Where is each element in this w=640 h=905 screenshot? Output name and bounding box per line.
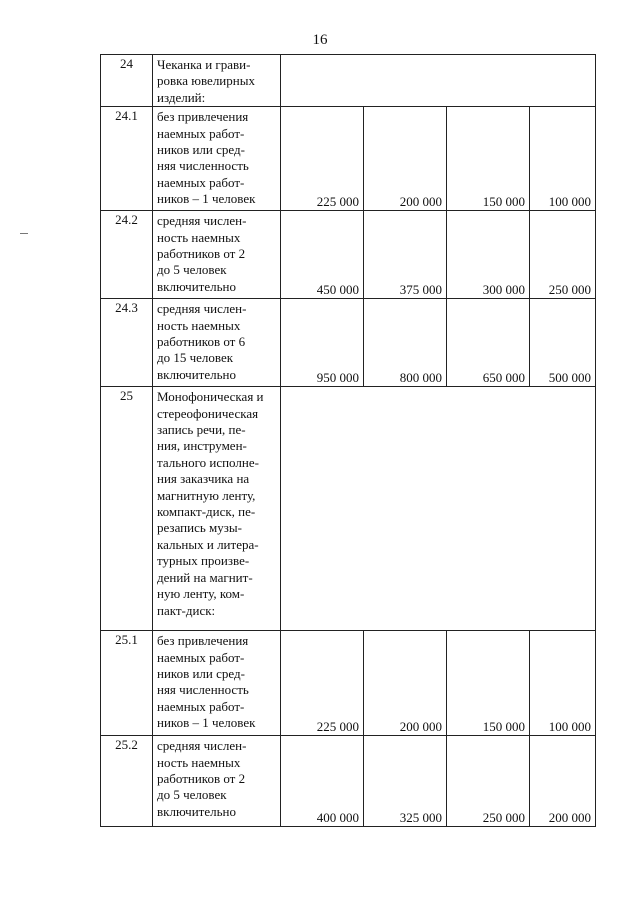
description-line: работников от 2	[157, 246, 246, 262]
description-line: ников или сред-	[157, 142, 245, 158]
description-line: средняя числен-	[157, 301, 247, 317]
price-value: 200 000	[530, 736, 596, 827]
description-line: запись речи, пе-	[157, 422, 246, 438]
row-number: 25.1	[101, 631, 153, 736]
description-line: включительно	[157, 278, 236, 294]
description-line: ровка ювелирных	[157, 73, 255, 89]
empty-value-cell	[281, 387, 596, 631]
description-line: до 5 человек	[157, 262, 227, 278]
row-description	[153, 211, 281, 299]
description-line: няя численность	[157, 682, 249, 698]
row-number: 25	[101, 387, 153, 631]
page-number: 16	[312, 32, 328, 48]
row-number: 24.1	[101, 107, 153, 211]
description-line: включительно	[157, 366, 236, 382]
price-value: 250 000	[530, 211, 596, 299]
scan-mark	[20, 233, 28, 234]
price-value: 225 000	[281, 631, 364, 736]
table-row	[101, 387, 596, 631]
description-line: кальных и литера-	[157, 536, 259, 552]
description-line: до 15 человек	[157, 350, 234, 366]
description-line: ния заказчика на	[157, 471, 250, 487]
row-description	[153, 387, 281, 631]
price-value: 950 000	[281, 299, 364, 387]
description-line: ников или сред-	[157, 666, 245, 682]
description-line: ния, инструмен-	[157, 438, 247, 454]
description-line: дений на магнит-	[157, 569, 253, 585]
description-line: тального исполне-	[157, 454, 259, 470]
description-line: Чеканка и грави-	[157, 57, 251, 72]
price-value: 375 000	[364, 211, 447, 299]
price-value: 100 000	[530, 107, 596, 211]
tariff-table	[100, 54, 596, 827]
description-line: включительно	[157, 803, 236, 819]
row-description	[153, 299, 281, 387]
description-line: ность наемных	[157, 317, 241, 333]
price-value: 300 000	[447, 211, 530, 299]
price-value: 450 000	[281, 211, 364, 299]
description-line: ников – 1 человек	[157, 191, 256, 207]
description-line: средняя числен-	[157, 213, 247, 229]
table-row	[101, 631, 596, 736]
description-line: наемных работ-	[157, 125, 245, 141]
description-line: магнитную ленту,	[157, 487, 256, 503]
price-value: 800 000	[364, 299, 447, 387]
price-value: 100 000	[530, 631, 596, 736]
price-value: 500 000	[530, 299, 596, 387]
price-value: 650 000	[447, 299, 530, 387]
description-line: ность наемных	[157, 229, 241, 245]
row-number: 24.2	[101, 211, 153, 299]
price-value: 200 000	[364, 107, 447, 211]
price-value: 150 000	[447, 631, 530, 736]
price-value: 250 000	[447, 736, 530, 827]
description-line: до 5 человек	[157, 787, 227, 803]
description-line: стереофоническая	[157, 405, 259, 421]
description-line: компакт-диск, пе-	[157, 504, 256, 520]
row-description	[153, 736, 281, 827]
row-description	[153, 631, 281, 736]
description-line: пакт-диск:	[157, 602, 216, 618]
price-value: 200 000	[364, 631, 447, 736]
price-value: 150 000	[447, 107, 530, 211]
row-number: 24.3	[101, 299, 153, 387]
table-row	[101, 107, 596, 211]
description-line: наемных работ-	[157, 698, 245, 714]
description-line: работников от 6	[157, 334, 246, 350]
description-line: наемных работ-	[157, 649, 245, 665]
description-line: турных произве-	[157, 553, 250, 569]
description-line: работников от 2	[157, 771, 246, 787]
description-line: няя численность	[157, 158, 249, 174]
row-description	[153, 55, 281, 107]
description-line: Монофоническая и	[157, 389, 264, 405]
table-row	[101, 736, 596, 827]
description-line: ную ленту, ком-	[157, 586, 245, 602]
description-line: резапись музы-	[157, 520, 242, 536]
description-line: ников – 1 человек	[157, 715, 256, 731]
price-value: 325 000	[364, 736, 447, 827]
description-line: ность наемных	[157, 754, 241, 770]
row-number: 25.2	[101, 736, 153, 827]
description-line: без привлечения	[157, 633, 249, 649]
description-line: наемных работ-	[157, 174, 245, 190]
price-value: 400 000	[281, 736, 364, 827]
row-description	[153, 107, 281, 211]
table-row	[101, 55, 596, 107]
price-value: 225 000	[281, 107, 364, 211]
table-row	[101, 299, 596, 387]
row-number: 24	[101, 55, 153, 107]
empty-value-cell	[281, 55, 596, 107]
table-row	[101, 211, 596, 299]
description-line: изделий:	[157, 89, 206, 105]
description-line: средняя числен-	[157, 738, 247, 754]
description-line: без привлечения	[157, 109, 249, 125]
